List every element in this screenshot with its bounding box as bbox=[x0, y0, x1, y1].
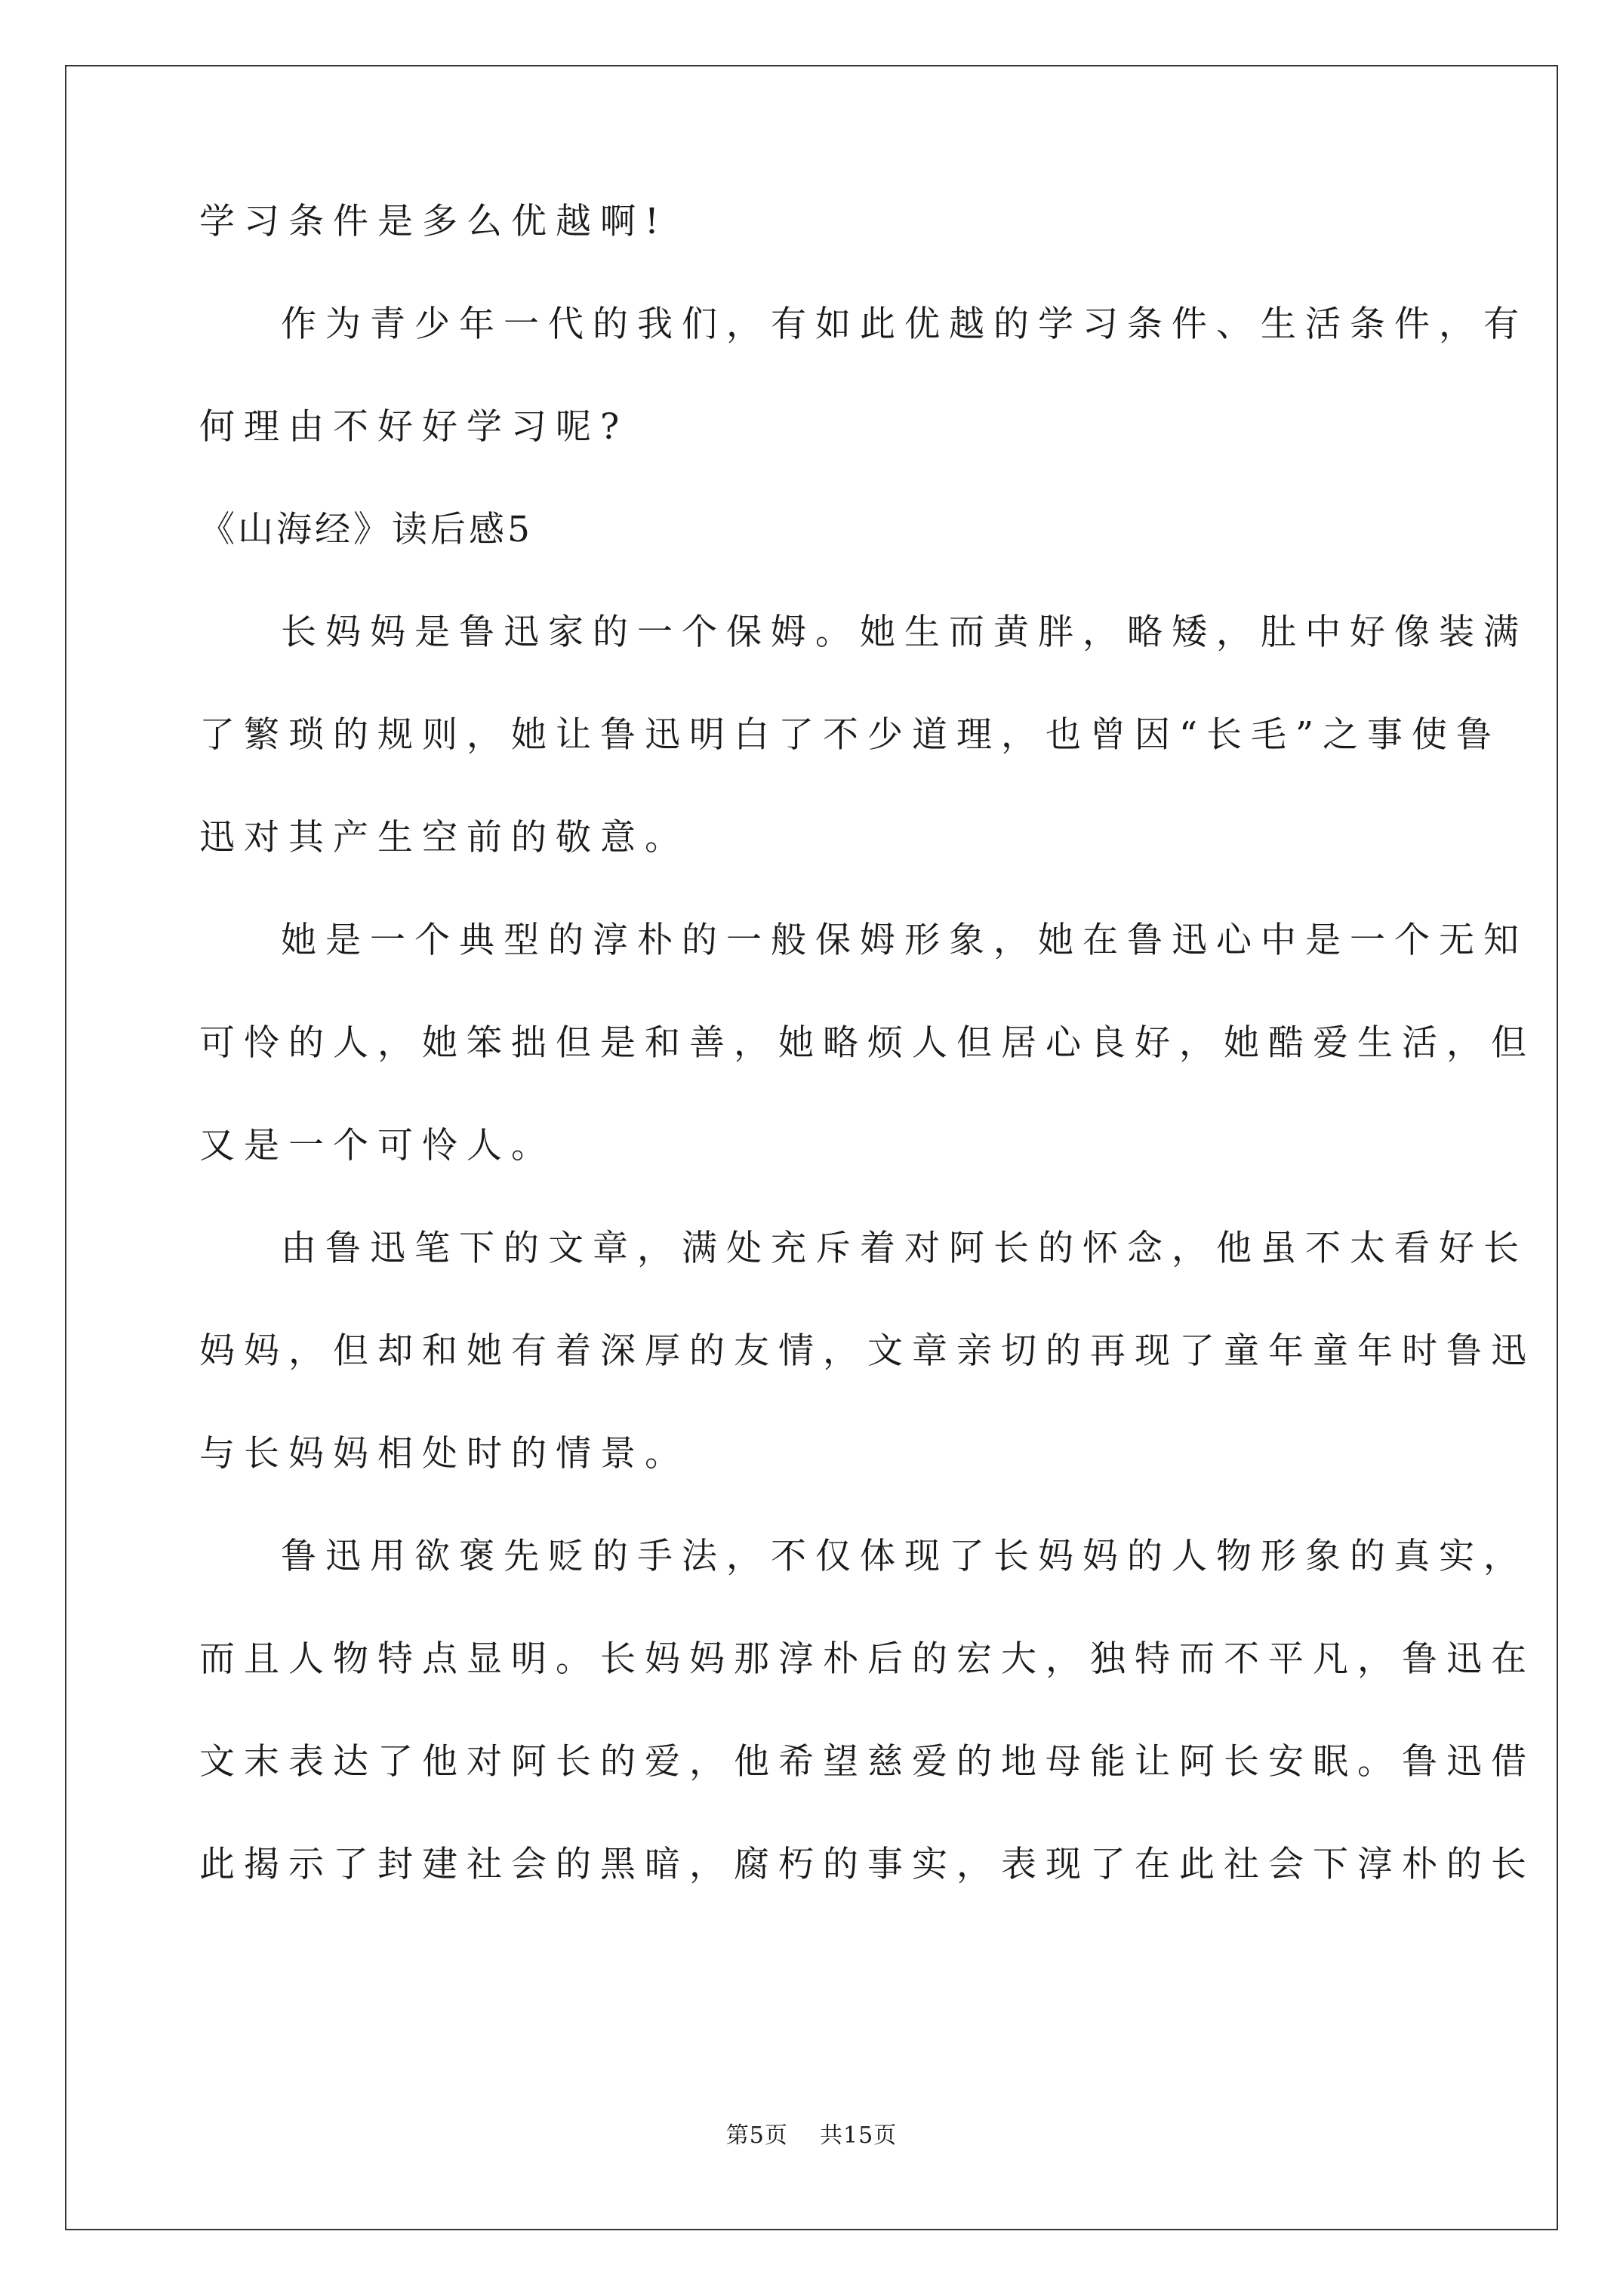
paragraph-line: 她是一个典型的淳朴的一般保姆形象，她在鲁迅心中是一个无知 bbox=[281, 920, 1528, 961]
paragraph-line: 长妈妈是鲁迅家的一个保姆。她生而黄胖，略矮，肚中好像装满 bbox=[281, 612, 1528, 653]
paragraph-line: 又是一个可怜人。 bbox=[199, 1125, 556, 1166]
paragraph-line: 由鲁迅笔下的文章，满处充斥着对阿长的怀念，他虽不太看好长 bbox=[281, 1228, 1528, 1269]
paragraph-line: 了繁琐的规则，她让鲁迅明白了不少道理，也曾因“长毛”之事使鲁 bbox=[199, 714, 1501, 756]
page-total: 共15页 bbox=[820, 2122, 898, 2149]
paragraph-line: 与长妈妈相处时的情景。 bbox=[199, 1433, 689, 1475]
paragraph-line: 作为青少年一代的我们，有如此优越的学习条件、生活条件，有 bbox=[281, 304, 1528, 345]
paragraph-line: 而且人物特点显明。长妈妈那淳朴后的宏大，独特而不平凡，鲁迅在 bbox=[199, 1638, 1535, 1680]
paragraph-line: 此揭示了封建社会的黑暗，腐朽的事实，表现了在此社会下淳朴的长 bbox=[199, 1844, 1535, 1885]
document-body bbox=[199, 201, 1535, 1949]
section-heading: 《山海经》读后感5 bbox=[199, 509, 533, 550]
page-number: 第5页 bbox=[725, 2122, 788, 2149]
paragraph-line: 鲁迅用欲褒先贬的手法，不仅体现了长妈妈的人物形象的真实， bbox=[281, 1536, 1528, 1577]
paragraph-line: 何理由不好好学习呢? bbox=[199, 406, 629, 448]
paragraph-line: 妈妈，但却和她有着深厚的友情，文章亲切的再现了童年童年时鲁迅 bbox=[199, 1330, 1535, 1372]
paragraph-line: 文末表达了他对阿长的爱，他希望慈爱的地母能让阿长安眠。鲁迅借 bbox=[199, 1741, 1535, 1783]
paragraph-line: 学习条件是多么优越啊! bbox=[199, 201, 668, 242]
paragraph-line: 迅对其产生空前的敬意。 bbox=[199, 817, 689, 858]
page-footer bbox=[0, 2123, 1623, 2149]
paragraph-line: 可怜的人，她笨拙但是和善，她略烦人但居心良好，她酷爱生活，但 bbox=[199, 1022, 1535, 1064]
